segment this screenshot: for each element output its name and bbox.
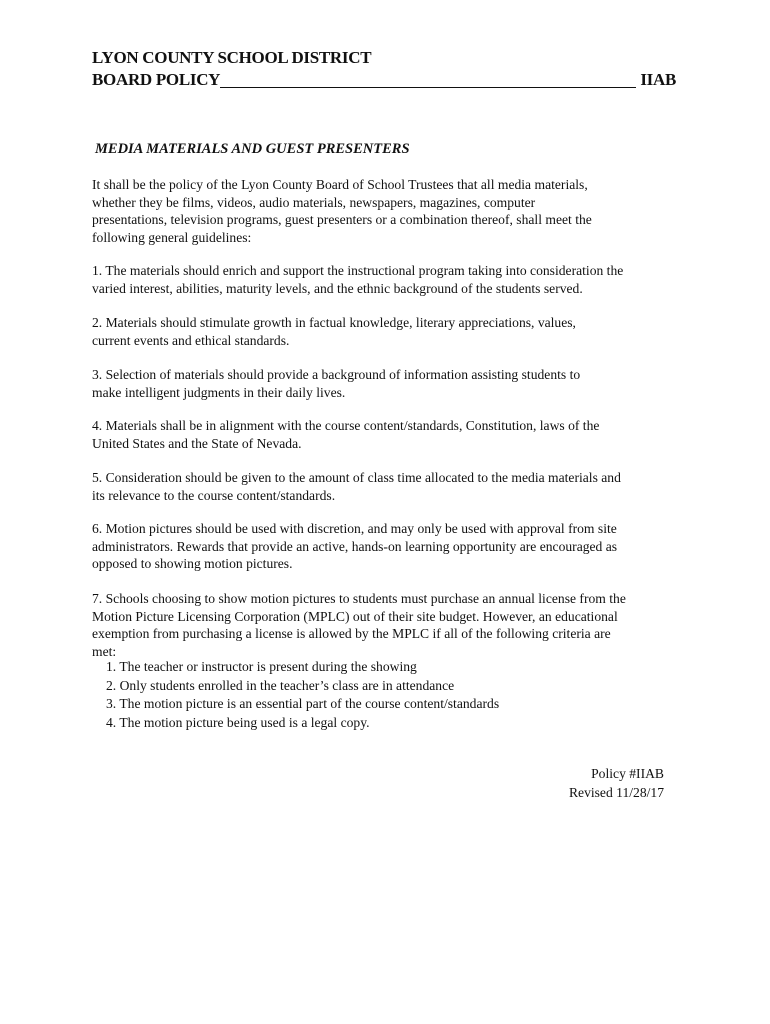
guideline-line: United States and the State of Nevada. — [92, 435, 302, 451]
guideline-line: opposed to showing motion pictures. — [92, 556, 293, 571]
guideline-line: 4. Materials shall be in alignment with the course content/standards, Constitution, laws of the — [92, 418, 600, 433]
guideline-line: 7. Schools choosing to show motion pictures to students must purchase an annual license from the — [92, 591, 626, 606]
criteria-list — [106, 658, 499, 732]
guideline-line: its relevance to the course content/standards. — [92, 487, 336, 503]
guideline-line: 6. Motion pictures should be used with discretion, and may only be used with approval from site — [92, 521, 617, 536]
revision-date: Revised 11/28/17 — [568, 784, 664, 800]
board-policy-heading — [92, 70, 676, 92]
guideline-item-6 — [92, 520, 682, 573]
guideline-line: 2. Materials should stimulate growth in factual knowledge, literary appreciations, values, — [92, 315, 576, 330]
guideline-line: 5. Consideration should be given to the amount of class time allocated to the media materials and — [92, 470, 621, 485]
policy-number: Policy #IIAB — [591, 766, 664, 781]
criteria-item: 1. The teacher or instructor is present during the showing — [106, 659, 417, 674]
intro-line: It shall be the policy of the Lyon County Board of School Trustees that all media materials, — [92, 177, 588, 192]
criteria-item: 2. Only students enrolled in the teacher’s class are in attendance — [106, 677, 455, 693]
guideline-line: Motion Picture Licensing Corporation (MPLC) out of their site budget. However, an educational — [92, 608, 618, 624]
policy-code: IIAB — [640, 70, 676, 89]
intro-line: following general guidelines: — [92, 229, 252, 245]
guideline-line: administrators. Rewards that provide an active, hands-on learning opportunity are encouraged as — [92, 538, 618, 554]
intro-line: presentations, television programs, guest presenters or a combination thereof, shall meet the — [92, 212, 592, 227]
guideline-item-5 — [92, 469, 682, 504]
intro-line: whether they be films, videos, audio materials, newspapers, magazines, computer — [92, 194, 536, 210]
guideline-item-4 — [92, 417, 682, 452]
criteria-item: 3. The motion picture is an essential part of the course content/standards — [106, 696, 500, 711]
heading-underline — [220, 87, 636, 88]
guideline-item-7 — [92, 590, 682, 660]
guideline-line: 1. The materials should enrich and support the instructional program taking into consideration the — [92, 263, 624, 278]
guideline-item-1 — [92, 262, 682, 297]
guideline-line: 3. Selection of materials should provide a background of information assisting students to — [92, 367, 581, 382]
guideline-line: current events and ethical standards. — [92, 332, 290, 348]
criteria-item: 4. The motion picture being used is a legal copy. — [106, 714, 370, 730]
intro-paragraph — [92, 176, 682, 246]
district-heading: LYON COUNTY SCHOOL DISTRICT — [92, 48, 372, 67]
guideline-line: met: — [92, 643, 117, 659]
guideline-item-3 — [92, 366, 682, 401]
policy-title: MEDIA MATERIALS AND GUEST PRESENTERS — [95, 141, 410, 157]
guideline-line: varied interest, abilities, maturity levels, and the ethnic background of the students served. — [92, 280, 583, 296]
policy-footer — [569, 765, 664, 802]
guideline-item-2 — [92, 314, 682, 349]
guideline-line: make intelligent judgments in their daily lives. — [92, 384, 346, 400]
guideline-line: exemption from purchasing a license is allowed by the MPLC if all of the following criteria are — [92, 626, 611, 641]
board-policy-label: BOARD POLICY — [92, 70, 221, 89]
